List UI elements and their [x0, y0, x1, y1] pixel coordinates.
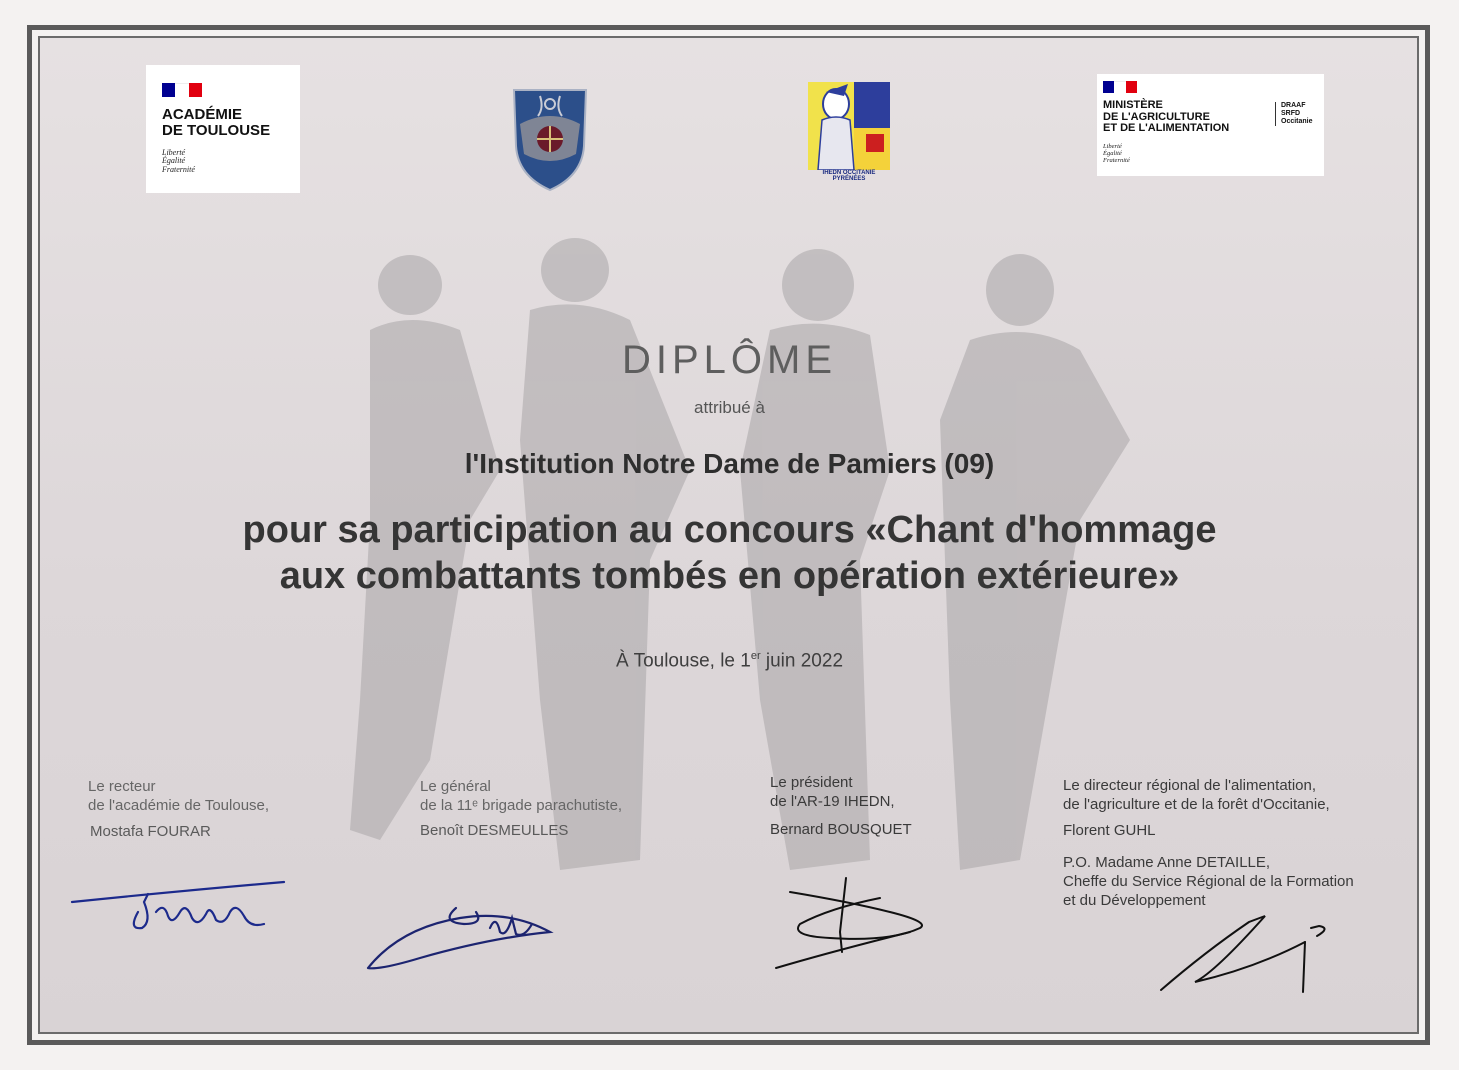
- ministere-title: MINISTÈRE DE L'AGRICULTURE ET DE L'ALIMENTATION: [1103, 99, 1230, 135]
- parachute-brigade-insignia-icon: [510, 84, 590, 194]
- ministere-logo: [1097, 74, 1324, 176]
- signature-detaille: [1155, 912, 1345, 1002]
- signatory-name-recteur: Mostafa FOURAR: [90, 823, 211, 840]
- signatory-name-general: Benoît DESMEULLES: [420, 822, 569, 839]
- signatory-role-directeur: Le directeur régional de l'alimentation, de l'agriculture et de la forêt d'Occitanie,: [1063, 777, 1330, 813]
- diploma-title: DIPLÔME: [621, 338, 838, 382]
- date-prefix: À Toulouse, le 1: [615, 650, 751, 672]
- recipient-name: l'Institution Notre Dame de Pamiers (09): [464, 448, 995, 479]
- ministere-motto: Liberté Égalité Fraternité: [1103, 143, 1130, 164]
- date-suffix: juin 2022: [760, 650, 844, 672]
- athena-crest-icon: [808, 82, 890, 170]
- french-flag-icon: [162, 83, 202, 97]
- date-ordinal: er: [750, 650, 761, 662]
- signatory-delegate: P.O. Madame Anne DETAILLE, Cheffe du Service Régional de la Formation et du Développement: [1063, 854, 1354, 909]
- academie-motto: Liberté Égalité Fraternité: [162, 148, 195, 174]
- signatory-name-president: Bernard BOUSQUET: [770, 821, 912, 838]
- draaf-label: DRAAF SRFD Occitanie: [1275, 102, 1313, 126]
- academie-logo: [146, 65, 300, 193]
- signatory-role-recteur: Le recteur de l'académie de Toulouse,: [88, 778, 270, 814]
- signature-fourar: [68, 872, 298, 942]
- ihedn-logo: [808, 82, 890, 186]
- signatory-role-president: Le président de l'AR-19 IHEDN,: [770, 774, 895, 810]
- participation-text: pour sa participation au concours «Chant d'hommage aux combattants tombés en opération extérieure»: [242, 509, 1217, 598]
- signatory-role-general: Le général de la 11ᵉ brigade parachutiste,: [420, 778, 623, 814]
- issue-date: [0, 650, 1459, 672]
- signature-bousquet: [770, 872, 940, 982]
- academie-title: ACADÉMIE DE TOULOUSE: [162, 106, 271, 139]
- french-flag-icon: [1103, 81, 1137, 93]
- ihedn-caption: IHEDN OCCITANIE PYRÉNÉES: [822, 170, 876, 183]
- signatory-name-directeur: Florent GUHL: [1063, 822, 1156, 839]
- attribue-label: attribué à: [694, 398, 765, 417]
- signature-desmeulles: [360, 898, 560, 978]
